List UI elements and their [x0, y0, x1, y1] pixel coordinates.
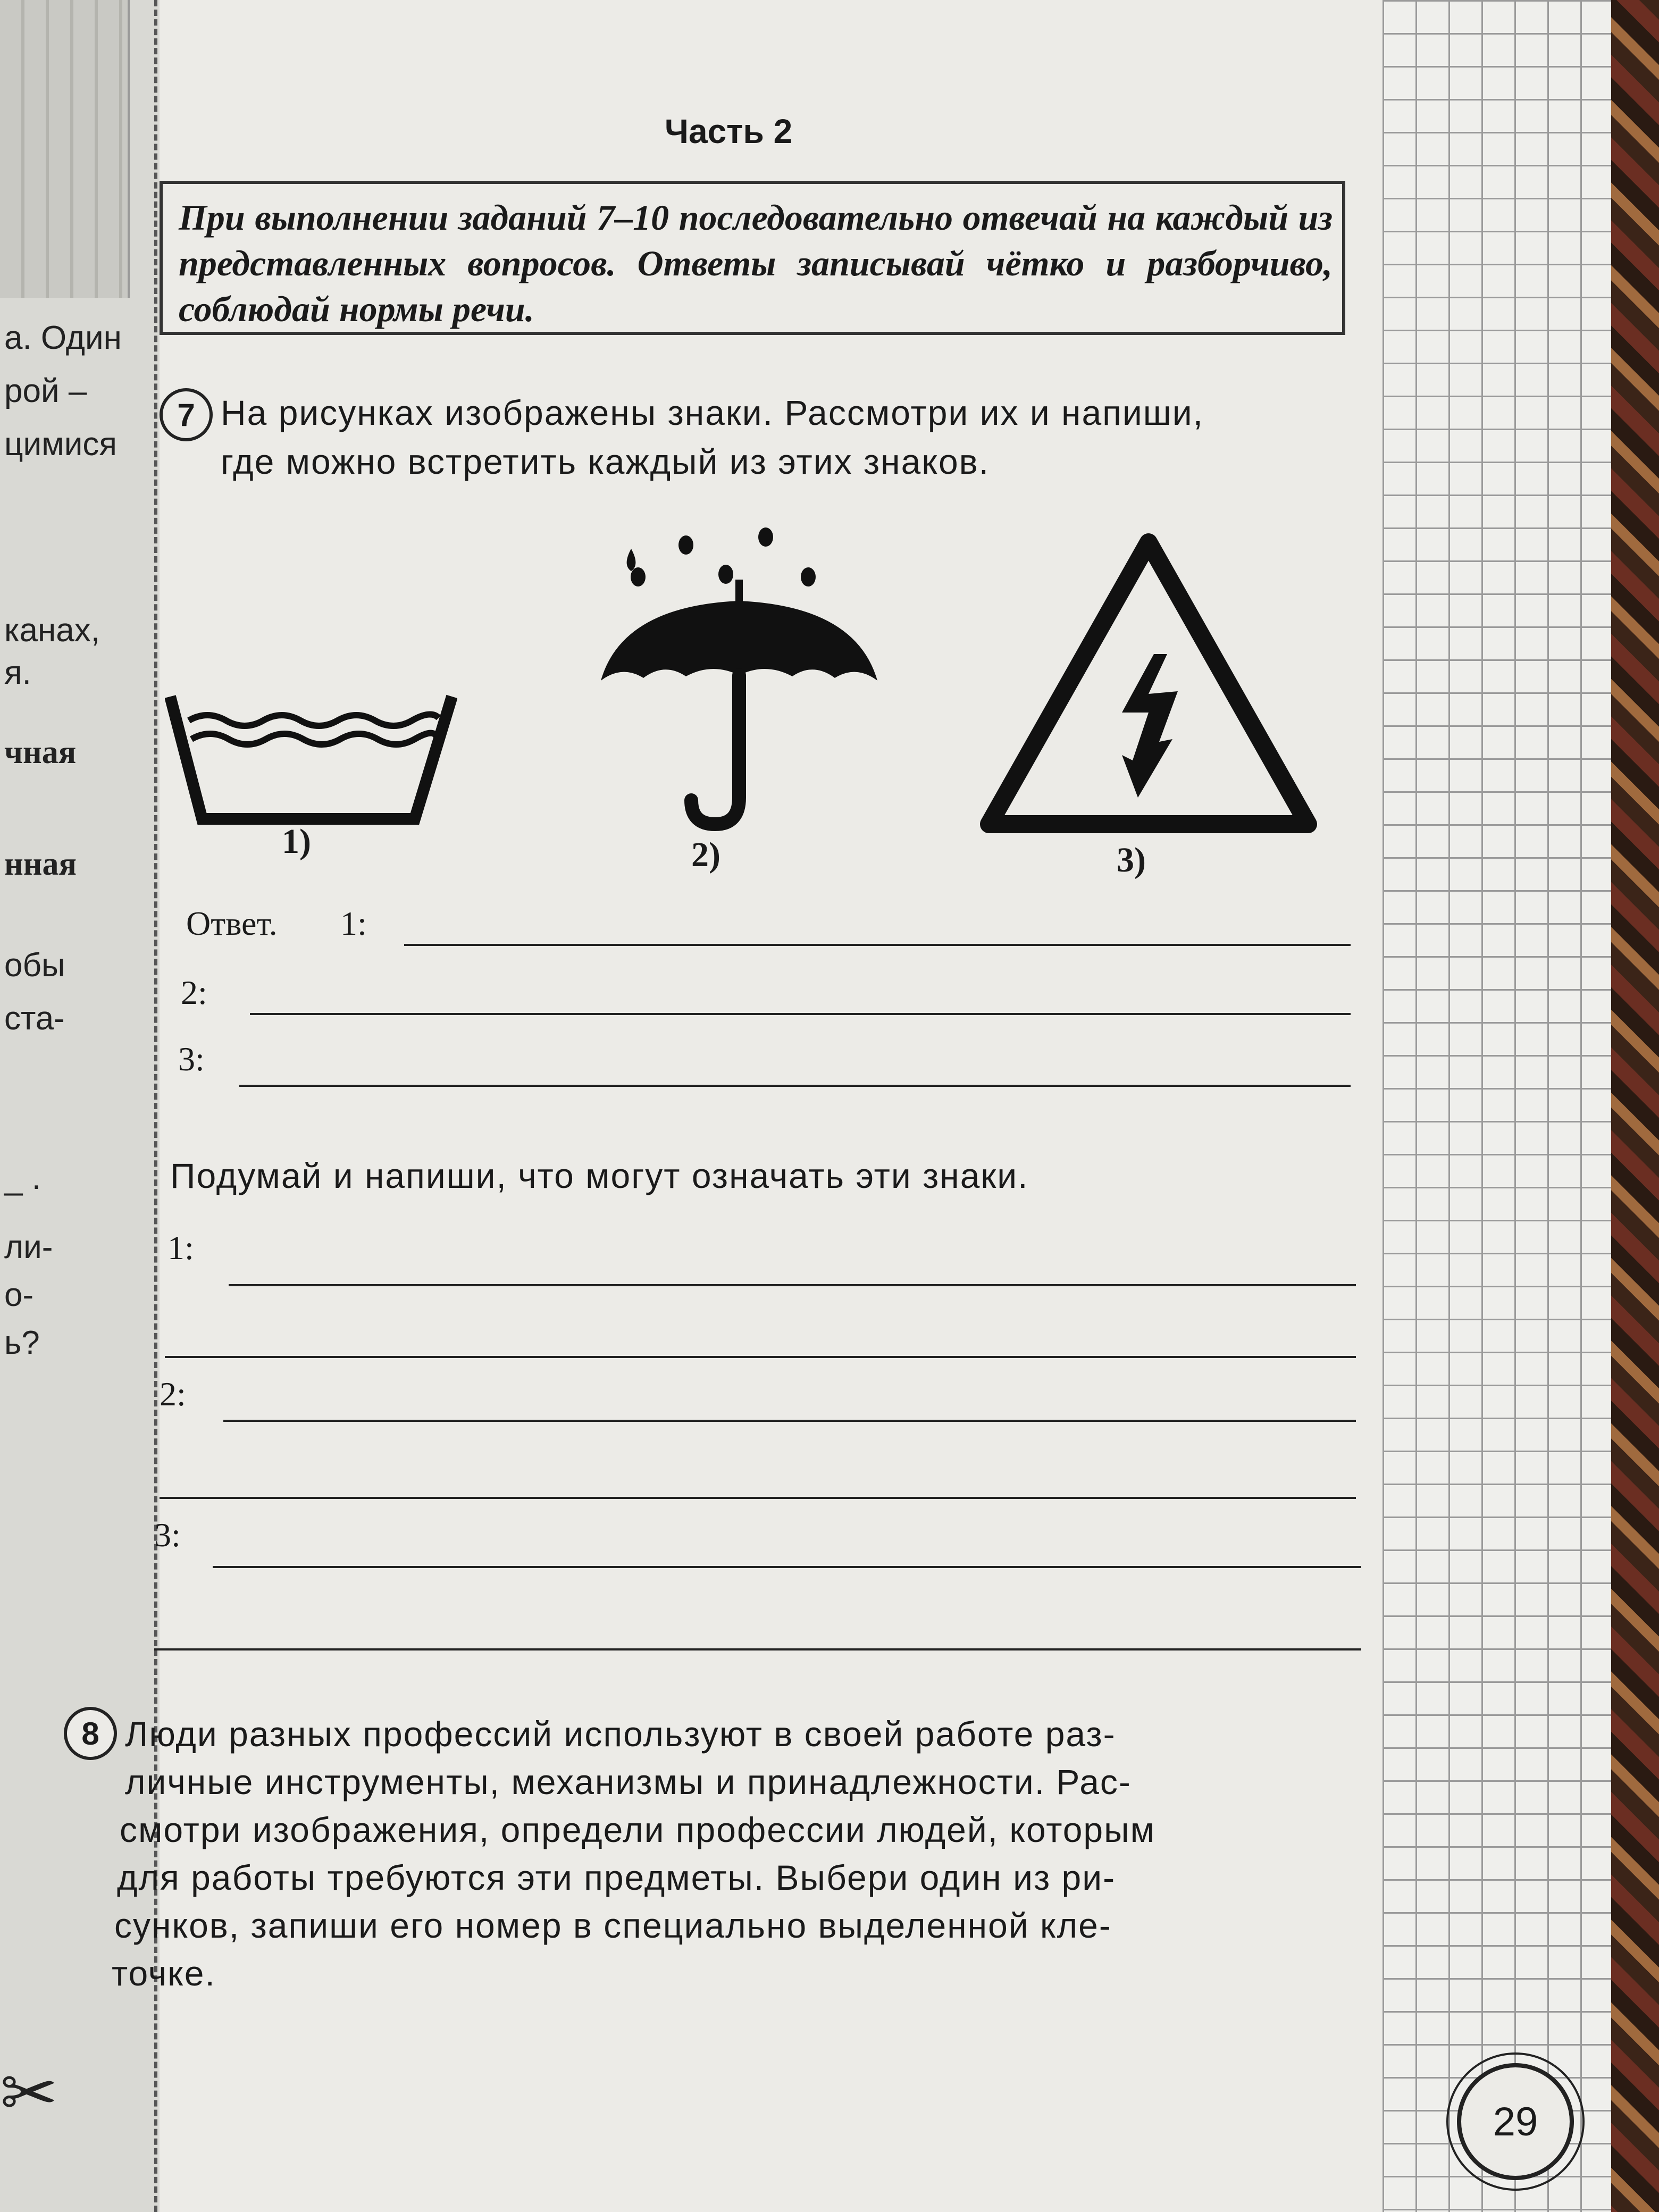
task8-text-line: Люди разных профессий используют в своей работе раз- — [125, 1714, 1116, 1754]
task8-text-line: смотри изображения, определи профессии людей, которым — [120, 1810, 1155, 1849]
meaning-line[interactable] — [229, 1284, 1356, 1286]
sign-caption: 2) — [691, 835, 720, 874]
left-page-fragment: рой – — [4, 373, 87, 409]
left-page-fragment: о- — [4, 1277, 34, 1313]
left-page-fragment: _ . — [4, 1160, 41, 1196]
meaning-line[interactable] — [160, 1497, 1356, 1499]
sign-caption: 3) — [1117, 841, 1146, 879]
left-page-fragment: я. — [4, 655, 31, 691]
meaning-line[interactable] — [223, 1420, 1356, 1422]
umbrella-rain-icon — [590, 526, 888, 835]
previous-page-illustration — [0, 0, 130, 298]
answer-line[interactable] — [250, 1013, 1351, 1015]
task8-text-line: для работы требуются эти предметы. Выбери один из ри- — [117, 1858, 1116, 1897]
answer-item-label: 3: — [178, 1040, 205, 1078]
left-page-fragment: а. Один — [4, 320, 122, 356]
instruction-box — [160, 181, 1345, 335]
workbook-page — [81, 0, 1538, 2212]
meaning-line[interactable] — [154, 1648, 1361, 1650]
meaning-item-label: 2: — [160, 1375, 186, 1413]
washing-basin-icon — [165, 691, 457, 830]
task7-question-line2: где можно встретить каждый из этих знаков. — [221, 442, 990, 481]
left-page-fragment: цимися — [4, 426, 117, 463]
left-page-fragment: канах, — [4, 612, 100, 649]
task7-question-line1: На рисунках изображены знаки. Рассмотри их и напиши, — [221, 393, 1204, 432]
sign-caption: 1) — [282, 822, 311, 861]
instruction-text: При выполнении заданий 7–10 последовательно отвечай на каждый из представленных вопросов. Ответы записывай чётко и разборчиво, соблюдай нормы речи. — [179, 197, 1333, 329]
task8-text-line: точке. — [112, 1954, 216, 1993]
graph-paper-margin — [1382, 0, 1611, 2212]
part-title: Часть 2 — [665, 112, 793, 150]
left-page-fragment: обы — [4, 947, 65, 984]
left-page-fragment: ста- — [4, 1000, 65, 1037]
meaning-item-label: 3: — [154, 1516, 181, 1554]
page-number: 29 — [1457, 2063, 1574, 2180]
scissors-icon: ✂ — [0, 2054, 58, 2132]
answer-line[interactable] — [404, 944, 1351, 946]
task7-meaning-prompt: Подумай и напиши, что могут означать эти знаки. — [170, 1156, 1029, 1195]
answer-item-label: 1: — [340, 904, 367, 942]
high-voltage-warning-icon — [978, 532, 1319, 835]
left-page-fragment: чная — [4, 734, 77, 770]
task8-text-line: личные инструменты, механизмы и принадлежности. Рас- — [125, 1762, 1132, 1802]
meaning-item-label: 1: — [167, 1229, 194, 1267]
left-page-fragment: нная — [4, 846, 77, 882]
task8-text-line: сунков, запиши его номер в специально выделенной кле- — [114, 1906, 1112, 1945]
answer-item-label: 2: — [181, 974, 207, 1011]
answer-line[interactable] — [239, 1085, 1351, 1087]
meaning-line[interactable] — [165, 1356, 1356, 1358]
left-page-fragment: ли- — [4, 1229, 53, 1266]
answer-label: Ответ. — [186, 904, 278, 942]
left-page-fragment: ь? — [4, 1325, 40, 1361]
task-number-badge: 8 — [64, 1707, 117, 1760]
meaning-line[interactable] — [213, 1566, 1361, 1568]
task-number-badge: 7 — [160, 388, 213, 441]
